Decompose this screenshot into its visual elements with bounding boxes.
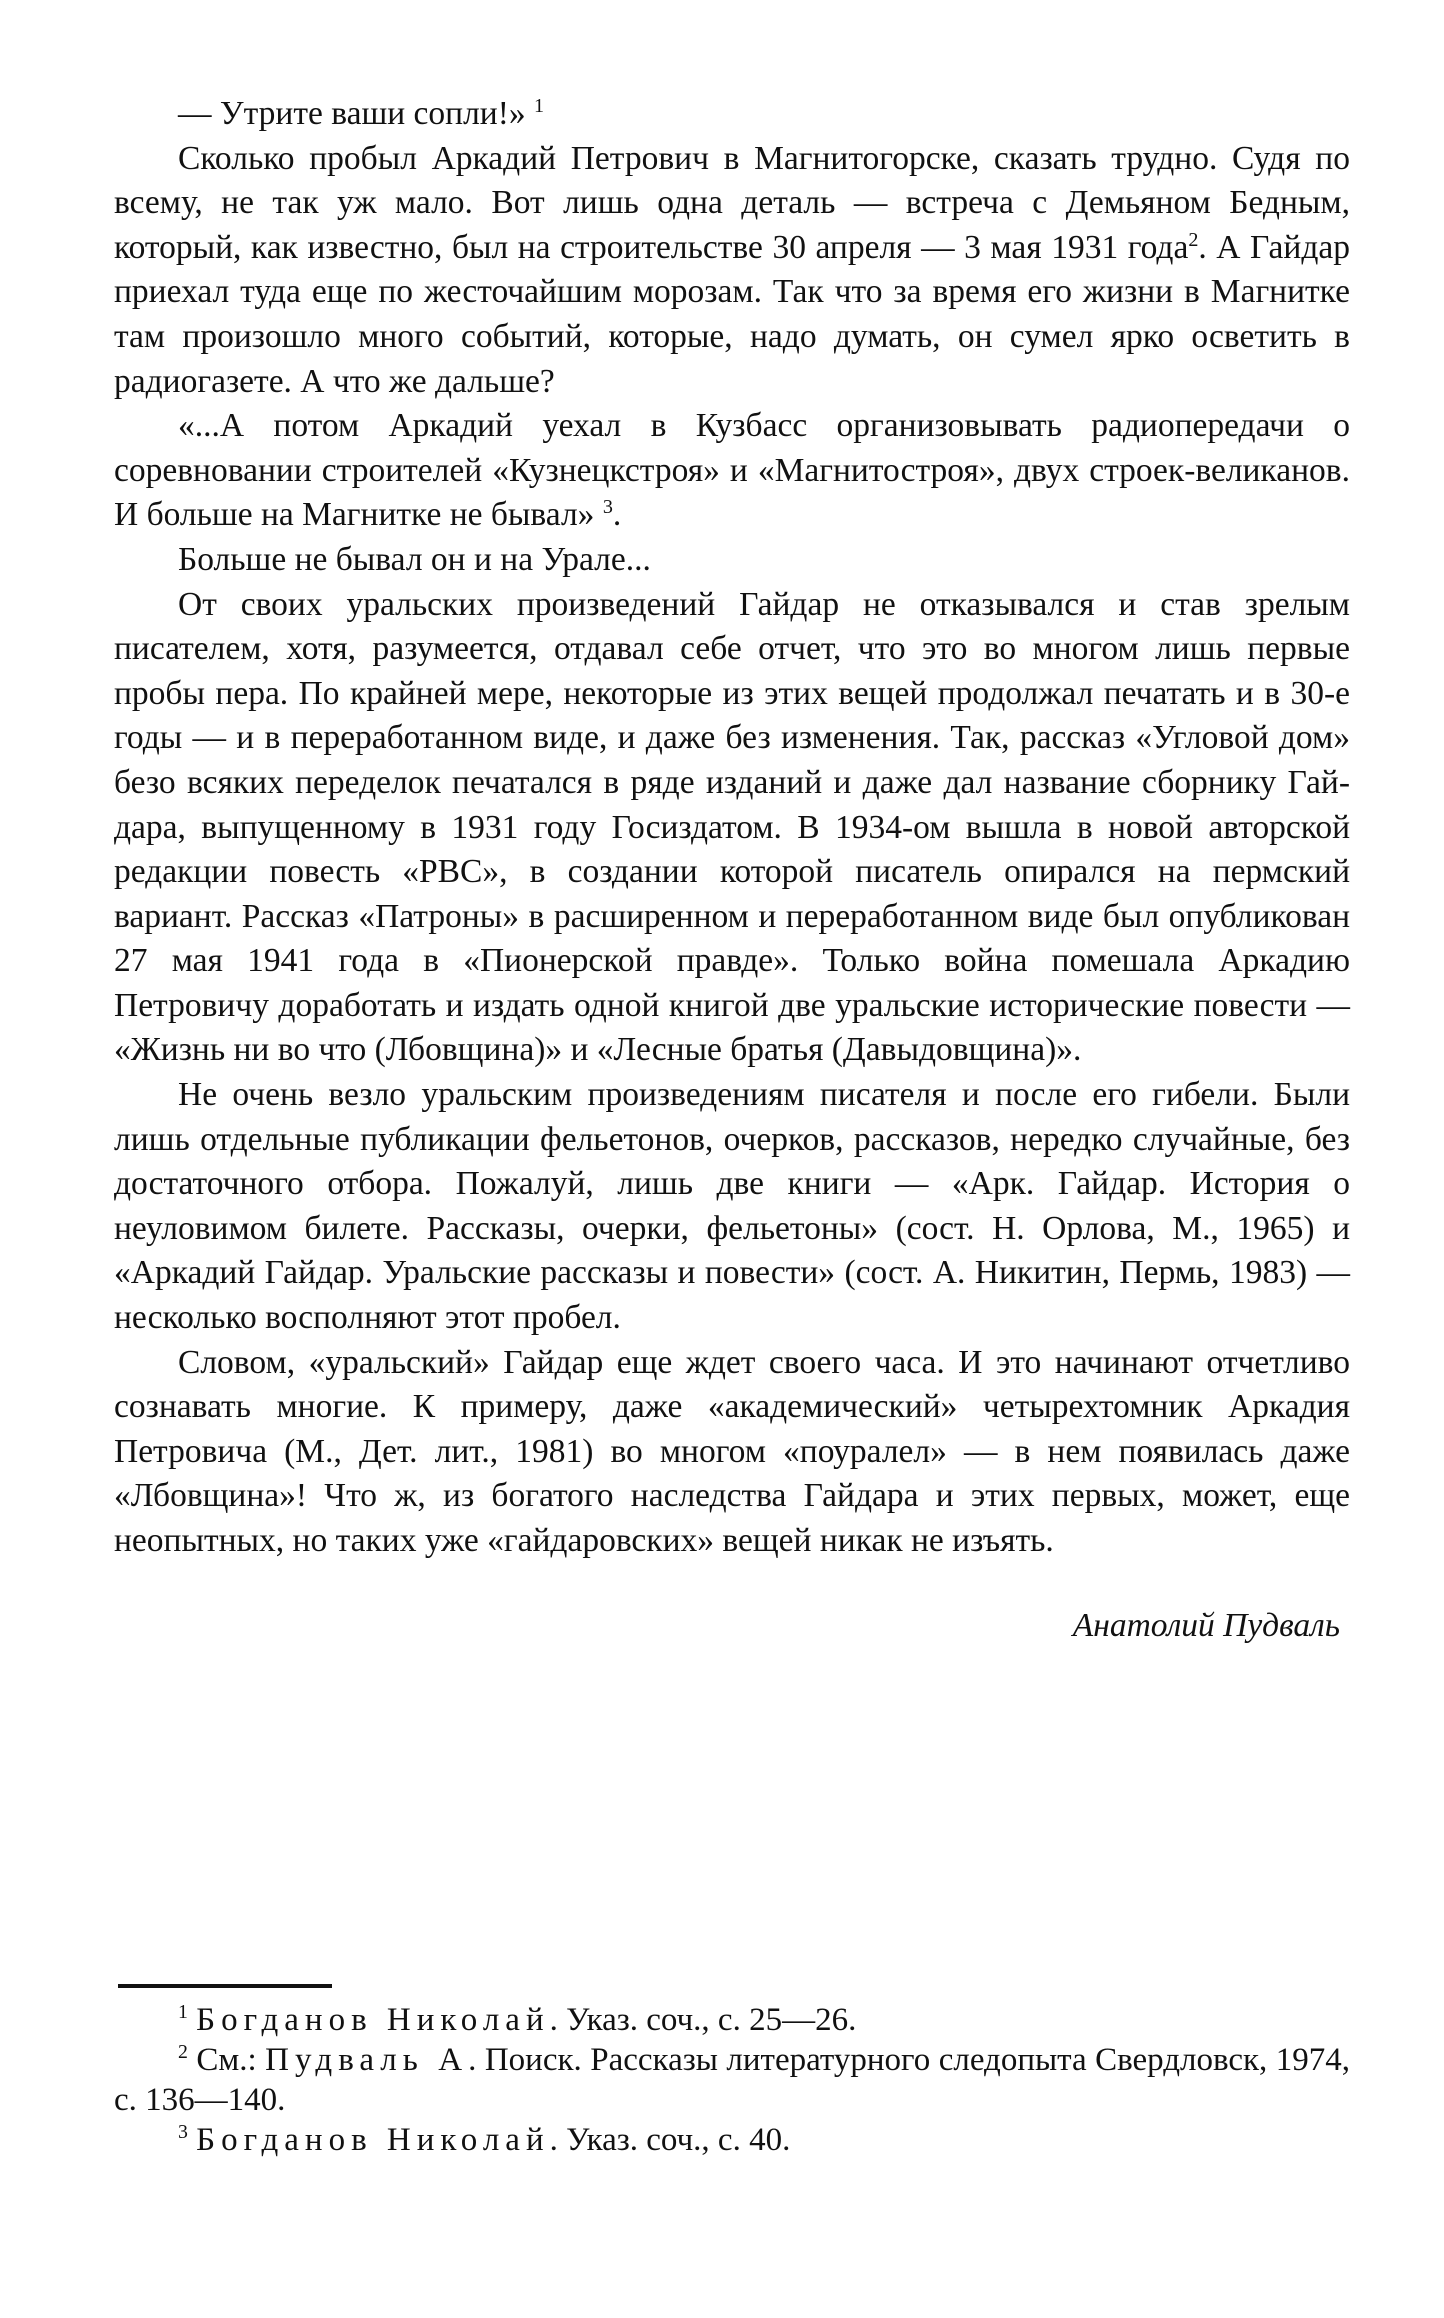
footnote-ref-3: 3: [602, 496, 613, 519]
footnote-2: [114, 2040, 1350, 2120]
footnote-ref-2: 2: [1188, 228, 1199, 251]
footnotes: [114, 2000, 1350, 2160]
paragraph-2: Сколько пробыл Аркадий Петрович в Магнитогорске, сказать трудно. Судя по всему, не так уж мало. Вот лишь одна деталь — встреча с Демьяном Бедным, который, как известно, был на строительстве 30 апреля — 3 мая 1931 года$^2$. А Гайдар приехал туда еще по жесточайшим морозам. Так что за время его жизни в Магнитке там произошло много событий, которые, надо думать, он сумел ярко осветить в радиогазете. А что же дальше?: [114, 139, 1351, 400]
paragraph-1: — Утрите ваши сопли!» $^1$: [178, 94, 545, 132]
footnote-text: . Указ. соч., с. 25—26.: [549, 2002, 857, 2038]
footnote-author: Пудваль А: [265, 2042, 469, 2078]
paragraph-6: Не очень везло уральским произведениям писателя и после его гибели. Были лишь отдельные публикации фельетонов, очерков, рассказов, нередко случайные, без достаточного отбора. Пожалуй, лишь две книги — «Арк. Гайдар. История о неуловимом билете. Рассказы, очерки, фельетоны» (сост. Н. Орлова, М., 1965) и «Аркадий Гайдар. Уральские рассказы и повести» (сост. А. Никитин, Пермь, 1983) — несколько восполняют этот пробел.: [114, 1076, 1350, 1337]
footnote-marker: 1: [178, 2001, 188, 2023]
paragraph-7: Словом, «уральский» Гайдар еще ждет своего часа. И это начинают отчетливо сознавать многие. К примеру, даже «академический» четырехтомник Аркадия Петровича (М., Дет. лит., 1981) во многом «поуралел» — в нем появилась даже «Лбовщина»! Что ж, из богатого наследства Гайдара и этих первых, может, еще неопытных, но таких уже «гайдаровских» вещей никак не изъять.: [114, 1343, 1350, 1559]
author-signature: Анатолий Пудваль: [1072, 1606, 1340, 1644]
paragraph-4: Больше не бывал он и на Урале...: [178, 540, 651, 578]
footnote-prefix: См.:: [196, 2042, 266, 2078]
footnote-3: [114, 2120, 1350, 2160]
footnote-marker: 3: [178, 2121, 188, 2143]
footnote-1: [114, 2000, 1350, 2040]
main-text: [114, 92, 1350, 1648]
footnote-text: . Поиск. Рассказы литературного следопыта Свердловск, 1974, с. 136—140.: [114, 2042, 1351, 2118]
paragraph-3: «...А потом Аркадий уехал в Кузбасс организовывать радиопередачи о соревновании строителей «Кузнецкстроя» и «Магнитостроя», двух строек-великанов. И больше на Магнитке не бывал» $^3$.: [114, 407, 1350, 534]
footnote-text: . Указ. соч., с. 40.: [549, 2122, 791, 2158]
footnote-marker: 2: [178, 2041, 188, 2063]
paragraph-5: От своих уральских произведений Гайдар не отказывался и став зрелым писателем, хотя, разумеется, отдавал себе отчет, что это во многом лишь первые пробы пера. По крайней мере, некоторые из этих вещей продолжал печатать и в 30-е годы — и в переработанном виде, и даже без изменения. Так, рассказ «Угловой дом» безо всяких переделок печатался в ряде изданий и даже дал название сборнику Гайдара, выпущенному в 1931 году Госиздатом. В 1934-ом вышла в новой авторской редакции повесть «РВС», в создании которой писатель опирался на пермский вариант. Рассказ «Патроны» в расширенном и переработанном виде был опубликован 27 мая 1941 года в «Пионерской правде». Только война помешала Аркадию Петровичу доработать и издать одной книгой две уральские исторические повести — «Жизнь ни во что (Лбовщина)» и «Лесные братья (Давыдовщина)».: [114, 585, 1350, 1069]
footnote-author: Богданов Николай: [196, 2122, 550, 2158]
footnote-ref-1: 1: [534, 94, 545, 117]
footnote-divider: [118, 1984, 332, 1988]
footnote-author: Богданов Николай: [196, 2002, 550, 2038]
